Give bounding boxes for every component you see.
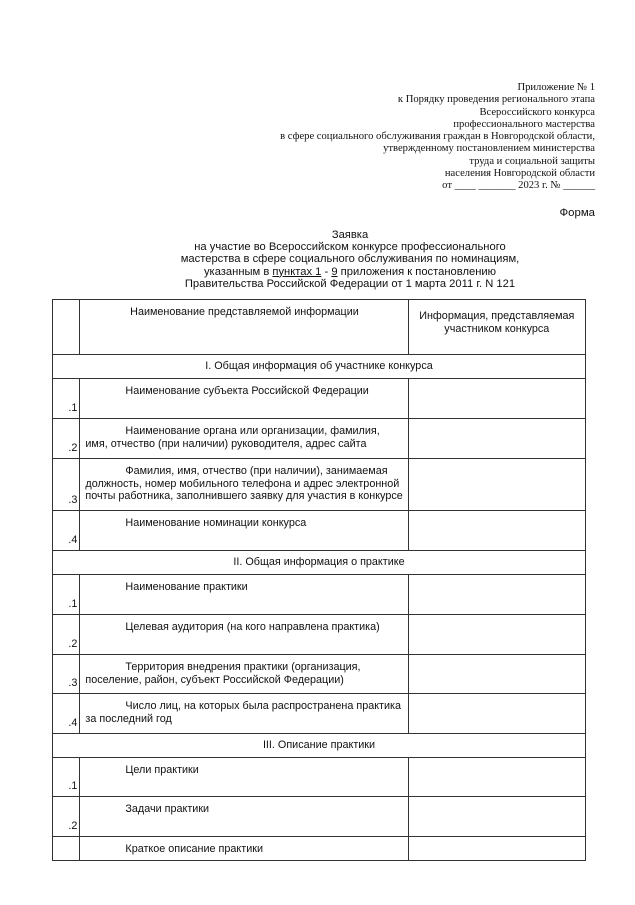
row-label: Наименование номинации конкурса [80,511,408,551]
section-title: I. Общая информация об участнике конкурса [53,355,586,379]
title-line [160,266,540,278]
row-value-cell[interactable] [408,511,585,551]
table-row [53,615,586,655]
row-num: .2 [53,797,80,837]
approval-date-line: от ____ _______ 2023 г. № ______ [442,180,595,192]
header-name-cell: Наименование представляемой информации [80,300,408,355]
row-label: Территория внедрения практики (организация, поселение, район, субъект Российской Федерации) [80,655,408,694]
table-row [53,655,586,694]
title-line: на участие во Всероссийском конкурсе профессионального [194,241,506,254]
table-header-row [53,300,586,355]
title-line: Заявка [331,229,369,241]
title-line: Правительства Российской Федерации от 1 марта 2011 г. N 121 [184,277,516,290]
approval-line: населения Новгородской области [444,168,595,180]
row-label: Наименование субъекта Российской Федерации [80,379,408,419]
section-row [53,355,586,379]
row-label: Цели практики [80,758,408,797]
row-label: Краткое описание практики [80,837,408,861]
approval-line: в сфере социального обслуживания граждан в Новгородской области, [280,131,595,143]
approval-line: к Порядку проведения регионального этапа [397,94,595,106]
row-num: .2 [53,419,80,459]
points-link[interactable]: пунктах 1 [272,265,322,278]
row-label: Наименование практики [80,575,408,615]
approval-line: Всероссийского конкурса [479,106,595,118]
row-num: .1 [53,758,80,797]
table-row [53,694,586,734]
row-num [53,837,80,861]
title-text: указанным в [203,265,273,278]
row-value-cell[interactable] [408,655,585,694]
table-row [53,419,586,459]
row-label: Фамилия, имя, отчество (при наличии), занимаемая должность, номер мобильного телефона и адрес электронной почты работника, заполнившего заявку для участия в конкурсе [80,459,408,511]
table-row [53,575,586,615]
row-num: .3 [53,655,80,694]
row-num: .2 [53,615,80,655]
row-num: .3 [53,459,80,511]
title-text: приложения к постановлению [337,265,497,278]
approval-line: труда и социальной защиты [469,155,595,167]
document-title [160,229,540,290]
row-value-cell[interactable] [408,615,585,655]
row-label: Наименование органа или организации, фамилия, имя, отчество (при наличии) руководителя, адрес сайта [80,419,408,459]
row-value-cell[interactable] [408,694,585,734]
form-label: Форма [559,207,595,219]
row-num: .1 [53,379,80,419]
application-table [52,299,586,861]
section-title: III. Описание практики [53,734,586,758]
row-value-cell[interactable] [408,379,585,419]
approval-block [235,82,595,193]
row-label: Целевая аудитория (на кого направлена практика) [80,615,408,655]
table-row [53,797,586,837]
approval-line: профессионального мастерства [453,118,595,130]
table-row [53,837,586,861]
row-num: .1 [53,575,80,615]
row-value-cell[interactable] [408,758,585,797]
table-row [53,379,586,419]
row-value-cell[interactable] [408,419,585,459]
header-num-cell [53,300,80,355]
approval-line: Приложение № 1 [517,82,595,93]
table-row [53,459,586,511]
table-row [53,758,586,797]
row-label: Задачи практики [80,797,408,837]
row-label: Число лиц, на которых была распространена практика за последний год [80,694,408,734]
row-num: .4 [53,694,80,734]
title-text: - [321,265,332,278]
header-value-cell: Информация, представляемая участником конкурса [408,300,585,355]
row-value-cell[interactable] [408,575,585,615]
row-num: .4 [53,511,80,551]
section-row [53,551,586,575]
section-title: II. Общая информация о практике [53,551,586,575]
section-row [53,734,586,758]
point-9-link[interactable]: 9 [331,265,338,278]
approval-line: утвержденному постановлением министерства [383,143,595,155]
row-value-cell[interactable] [408,837,585,861]
row-value-cell[interactable] [408,459,585,511]
row-value-cell[interactable] [408,797,585,837]
table-row [53,511,586,551]
title-line: мастерства в сфере социального обслуживания по номинациям, [180,253,520,266]
